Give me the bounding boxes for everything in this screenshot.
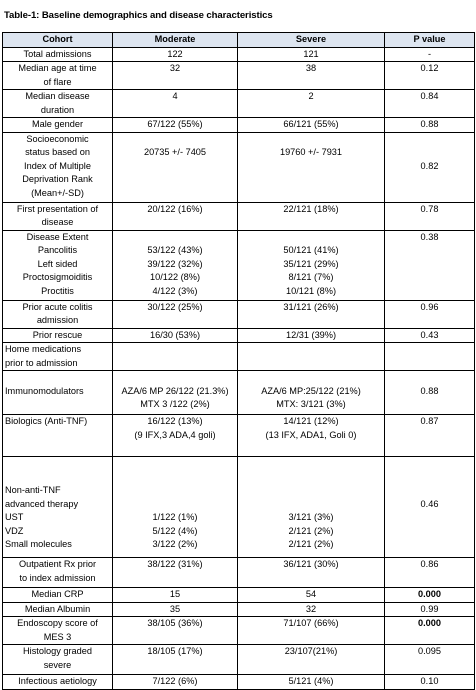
p-value: 0.000 xyxy=(385,617,475,645)
severe-value: 2 xyxy=(238,90,385,118)
p-value: 0.86 xyxy=(385,558,475,588)
demographics-table xyxy=(2,32,475,690)
moderate-value: 20/122 (16%) xyxy=(113,202,238,230)
moderate-value: 38/122 (31%) xyxy=(113,558,238,588)
p-value: 0.96 xyxy=(385,300,475,328)
p-value: 0.99 xyxy=(385,602,475,617)
table-row xyxy=(3,47,475,62)
header-cohort: Cohort xyxy=(3,33,113,48)
table-row xyxy=(3,328,475,343)
row-label: Median age at time of flare xyxy=(3,62,113,90)
severe-value: 31/121 (26%) xyxy=(238,300,385,328)
severe-value: 71/107 (66%) xyxy=(238,617,385,645)
moderate-value: 122 xyxy=(113,47,238,62)
table-row xyxy=(3,202,475,230)
severe-value: 54 xyxy=(238,588,385,603)
p-value: 0.095 xyxy=(385,645,475,675)
p-value: 0.88 xyxy=(385,118,475,133)
moderate-value: 15 xyxy=(113,588,238,603)
moderate-value: 16/122 (13%) (9 IFX,3 ADA,4 goli) xyxy=(113,415,238,457)
moderate-value: 53/122 (43%) 39/122 (32%) 10/122 (8%) 4/122 (3%) xyxy=(113,230,238,300)
severe-value: 3/121 (3%) 2/121 (2%) 2/121 (2%) xyxy=(238,457,385,558)
severe-value: 19760 +/- 7931 xyxy=(238,132,385,202)
row-label: Median disease duration xyxy=(3,90,113,118)
p-value: 0.88 xyxy=(385,371,475,415)
severe-value: 121 xyxy=(238,47,385,62)
row-label: Home medications prior to admission xyxy=(3,343,113,371)
moderate-value xyxy=(113,343,238,371)
p-value: 0.87 xyxy=(385,415,475,457)
table-row xyxy=(3,675,475,690)
moderate-value: 38/105 (36%) xyxy=(113,617,238,645)
p-value: 0.43 xyxy=(385,328,475,343)
moderate-value: 35 xyxy=(113,602,238,617)
p-value: 0.38 xyxy=(385,230,475,300)
table-row xyxy=(3,118,475,133)
severe-value: 12/31 (39%) xyxy=(238,328,385,343)
p-value: - xyxy=(385,47,475,62)
row-label: Total admissions xyxy=(3,47,113,62)
header-moderate: Moderate xyxy=(113,33,238,48)
row-label: Endoscopy score of MES 3 xyxy=(3,617,113,645)
severe-value: 32 xyxy=(238,602,385,617)
row-label: Disease Extent Pancolitis Left sided Proctosigmoiditis Proctitis xyxy=(3,230,113,300)
severe-value: 22/121 (18%) xyxy=(238,202,385,230)
severe-value xyxy=(238,343,385,371)
moderate-value: 16/30 (53%) xyxy=(113,328,238,343)
p-value: 0.46 xyxy=(385,457,475,558)
severe-value: 23/107(21%) xyxy=(238,645,385,675)
p-value: 0.000 xyxy=(385,588,475,603)
row-label: Immunomodulators xyxy=(3,371,113,415)
table-row xyxy=(3,62,475,90)
row-label: Prior acute colitis admission xyxy=(3,300,113,328)
moderate-value: 30/122 (25%) xyxy=(113,300,238,328)
severe-value: 66/121 (55%) xyxy=(238,118,385,133)
table-row xyxy=(3,588,475,603)
table-row xyxy=(3,90,475,118)
table-row xyxy=(3,371,475,415)
row-label: Prior rescue xyxy=(3,328,113,343)
row-label: Outpatient Rx prior to index admission xyxy=(3,558,113,588)
table-row xyxy=(3,132,475,202)
header-severe: Severe xyxy=(238,33,385,48)
p-value: 0.12 xyxy=(385,62,475,90)
row-label: First presentation of disease xyxy=(3,202,113,230)
p-value xyxy=(385,343,475,371)
moderate-value: 4 xyxy=(113,90,238,118)
table-row xyxy=(3,645,475,675)
table-row xyxy=(3,602,475,617)
row-label: Male gender xyxy=(3,118,113,133)
moderate-value: 20735 +/- 7405 xyxy=(113,132,238,202)
row-label: Non-anti-TNF advanced therapy UST VDZ Small molecules xyxy=(3,457,113,558)
table-row xyxy=(3,230,475,300)
table-row xyxy=(3,457,475,558)
table-row xyxy=(3,415,475,457)
row-label: Socioeconomic status based on Index of Multiple Deprivation Rank (Mean+/-SD) xyxy=(3,132,113,202)
p-value: 0.78 xyxy=(385,202,475,230)
p-value: 0.10 xyxy=(385,675,475,690)
severe-value: 5/121 (4%) xyxy=(238,675,385,690)
row-label: Histology graded severe xyxy=(3,645,113,675)
severe-value: 14/121 (12%) (13 IFX, ADA1, Goli 0) xyxy=(238,415,385,457)
moderate-value: 32 xyxy=(113,62,238,90)
moderate-value: 67/122 (55%) xyxy=(113,118,238,133)
moderate-value: AZA/6 MP 26/122 (21.3%) MTX 3 /122 (2%) xyxy=(113,371,238,415)
row-label: Biologics (Anti-TNF) xyxy=(3,415,113,457)
severe-value: 36/121 (30%) xyxy=(238,558,385,588)
header-row xyxy=(3,33,475,48)
table-row xyxy=(3,617,475,645)
table-row xyxy=(3,300,475,328)
row-label: Median CRP xyxy=(3,588,113,603)
severe-value: 38 xyxy=(238,62,385,90)
row-label: Infectious aetiology xyxy=(3,675,113,690)
severe-value: AZA/6 MP:25/122 (21%) MTX: 3/121 (3%) xyxy=(238,371,385,415)
p-value: 0.82 xyxy=(385,132,475,202)
moderate-value: 7/122 (6%) xyxy=(113,675,238,690)
row-label: Median Albumin xyxy=(3,602,113,617)
p-value: 0.84 xyxy=(385,90,475,118)
moderate-value: 1/122 (1%) 5/122 (4%) 3/122 (2%) xyxy=(113,457,238,558)
table-caption: Table-1: Baseline demographics and disease characteristics xyxy=(4,10,273,21)
table-row xyxy=(3,343,475,371)
header-p-value: P value xyxy=(385,33,475,48)
table-row xyxy=(3,558,475,588)
severe-value: 50/121 (41%) 35/121 (29%) 8/121 (7%) 10/121 (8%) xyxy=(238,230,385,300)
moderate-value: 18/105 (17%) xyxy=(113,645,238,675)
